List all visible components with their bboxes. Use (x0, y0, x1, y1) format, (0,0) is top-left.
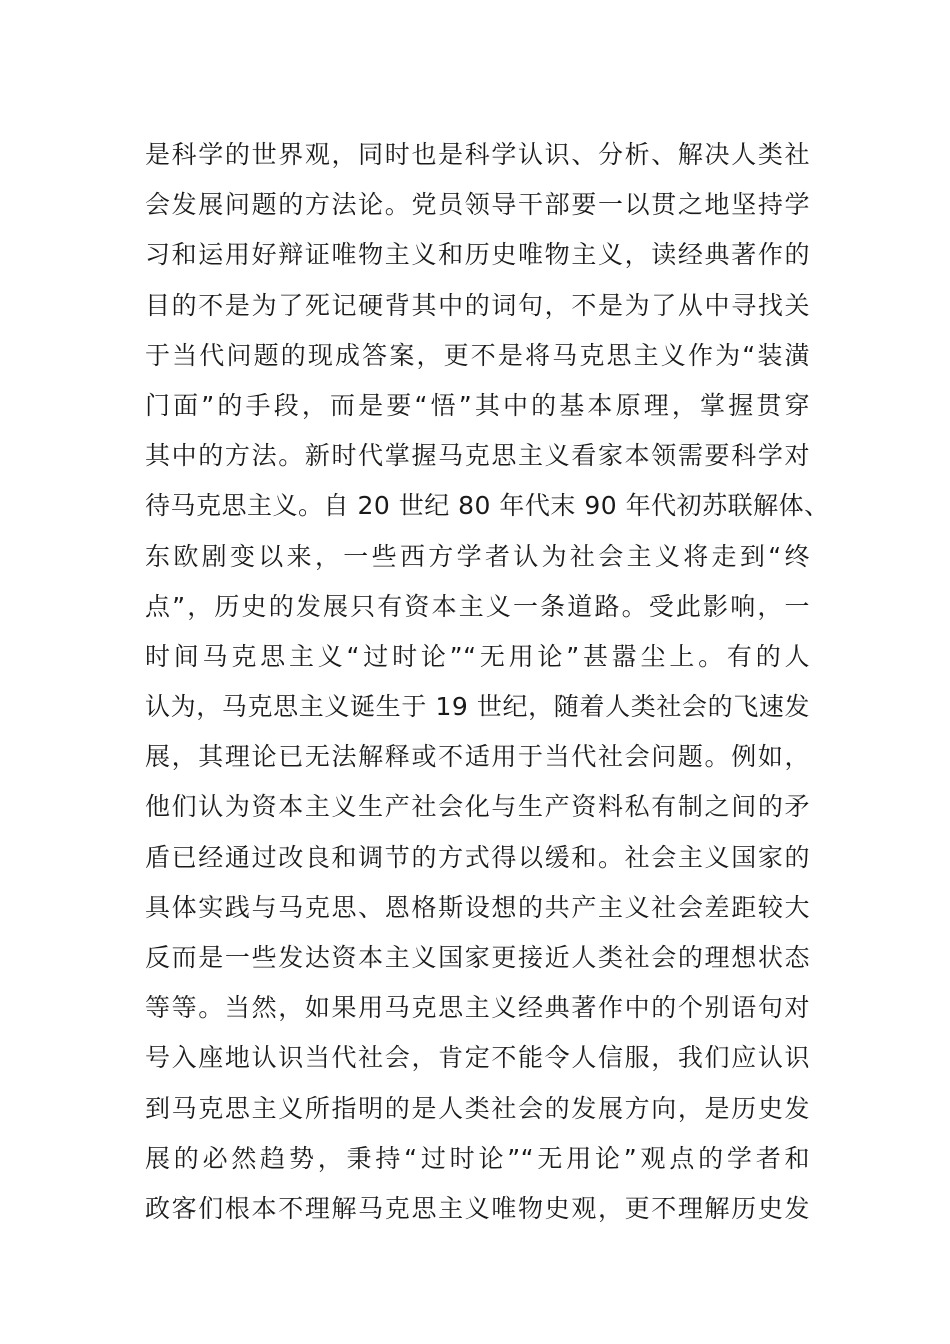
text-line: 到马克思主义所指明的是人类社会的发展方向，是历史发 (145, 1093, 810, 1123)
text-line: 门面”的手段，而是要“悟”其中的基本原理，掌握贯穿 (145, 390, 810, 420)
text-line: 其中的方法。新时代掌握马克思主义看家本领需要科学对 (145, 441, 810, 471)
text-line: 盾已经通过改良和调节的方式得以缓和。社会主义国家的 (145, 842, 810, 872)
text-line: 反而是一些发达资本主义国家更接近人类社会的理想状态 (145, 943, 810, 972)
text-line: 认为，马克思主义诞生于 19 世纪，随着人类社会的飞速发 (145, 692, 810, 722)
text-line: 东欧剧变以来，一些西方学者认为社会主义将走到“终 (145, 541, 810, 571)
text-line: 会发展问题的方法论。党员领导干部要一以贯之地坚持学 (145, 190, 810, 220)
text-line: 具体实践与马克思、恩格斯设想的共产主义社会差距较大 (145, 892, 810, 922)
text-line: 目的不是为了死记硬背其中的词句，不是为了从中寻找关 (145, 290, 810, 320)
text-line: 他们认为资本主义生产社会化与生产资料私有制之间的矛 (145, 792, 810, 822)
text-line: 展，其理论已无法解释或不适用于当代社会问题。例如， (145, 742, 810, 772)
text-line: 是科学的世界观，同时也是科学认识、分析、解决人类社 (145, 140, 810, 169)
text-line: 时间马克思主义“过时论”“无用论”甚嚣尘上。有的人 (145, 641, 810, 671)
text-line: 号入座地认识当代社会，肯定不能令人信服，我们应认识 (145, 1043, 810, 1073)
text-line: 政客们根本不理解马克思主义唯物史观，更不理解历史发 (145, 1193, 810, 1223)
text-line: 点”，历史的发展只有资本主义一条道路。受此影响，一 (145, 591, 810, 621)
text-line: 习和运用好辩证唯物主义和历史唯物主义，读经典著作的 (145, 240, 810, 270)
text-line: 待马克思主义。自 20 世纪 80 年代末 90 年代初苏联解体、 (145, 491, 830, 521)
text-line: 等等。当然，如果用马克思主义经典著作中的个别语句对 (145, 993, 810, 1023)
text-line: 展的必然趋势，秉持“过时论”“无用论”观点的学者和 (145, 1143, 810, 1173)
text-line: 于当代问题的现成答案，更不是将马克思主义作为“装潢 (145, 340, 810, 370)
body-paragraph (145, 130, 830, 1234)
